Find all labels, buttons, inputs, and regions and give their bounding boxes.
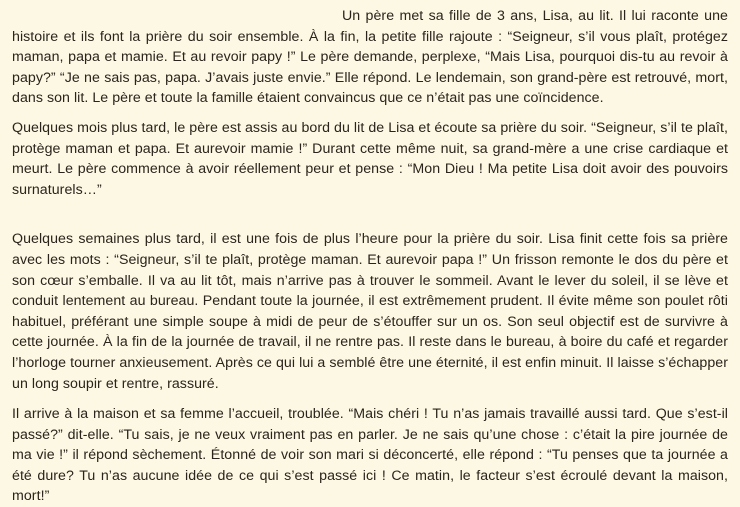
story-paragraph-4: Il arrive à la maison et sa femme l’accueil, troublée. “Mais chéri ! Tu n’as jamais travaillé aussi tard. Que s’est-il passé?” dit-elle. “Tu sais, je ne veux vraiment pas en parler. Je ne sais qu’une chose : c’était la pire journée de ma vie !” il répond sèchement. Étonné de voir son mari si déconcerté, elle répond : “Tu penses que ta journée a été dure? Tu n’as aucune idée de ce qui s’est passé ici ! Ce matin, le facteur s’est écroulé devant la maison, mort!” (12, 406, 728, 505)
story-paragraph-3: Quelques semaines plus tard, il est une fois de plus l’heure pour la prière du soir. Lisa finit cette fois sa prière avec les mots : “Seigneur, s’il te plaît, protège maman. Et aurevoir papa !” Un frisson remonte le dos du père et son cœur s’emballe. Il va au lit tôt, mais n’arrive pas à trouver le sommeil. Avant le lever du soleil, il se lève et conduit lentement au bureau. Pendant toute la journée, il est extrêmement prudent. Il évite même son poulet rôti habituel, préférant une simple soupe à midi de peur de s’étouffer sur un os. Son seul objectif est de survivre à cette journée. À la fin de la journée de travail, il ne rentre pas. Il reste dans le bureau, à boire du café et regarder l’horloge tourner anxieusement. Après ce qui lui a semblé être une éternité, il est enfin minuit. Il laisse s’échapper un long soupir et rentre, rassuré. (12, 231, 728, 392)
story-paragraph-1: Un père met sa fille de 3 ans, Lisa, au lit. Il lui raconte une histoire et ils font la prière du soir ensemble. À la fin, la petite fille rajoute : “Seigneur, s’il vous plaît, protégez maman, papa et mamie. Et au revoir papy !” Le père demande, perplexe, “Mais Lisa, pourquoi dis-tu au revoir à papy?” “Je ne sais pas, papa. J’avais juste envie.” Elle répond. Le lendemain, son grand-père est retrouvé, mort, dans son lit. Le père et toute la famille étaient convaincus que ce n’était pas une coïncidence. (12, 8, 728, 107)
story-paragraph-2: Quelques mois plus tard, le père est assis au bord du lit de Lisa et écoute sa prière du soir. “Seigneur, s’il te plaît, protège maman et papa. Et aurevoir mamie !” Durant cette même nuit, sa grand-mère a une crise cardiaque et meurt. Le père commence à avoir réellement peur et pense : “Mon Dieu ! Ma petite Lisa doit avoir des pouvoirs surnaturels…” (12, 119, 728, 198)
